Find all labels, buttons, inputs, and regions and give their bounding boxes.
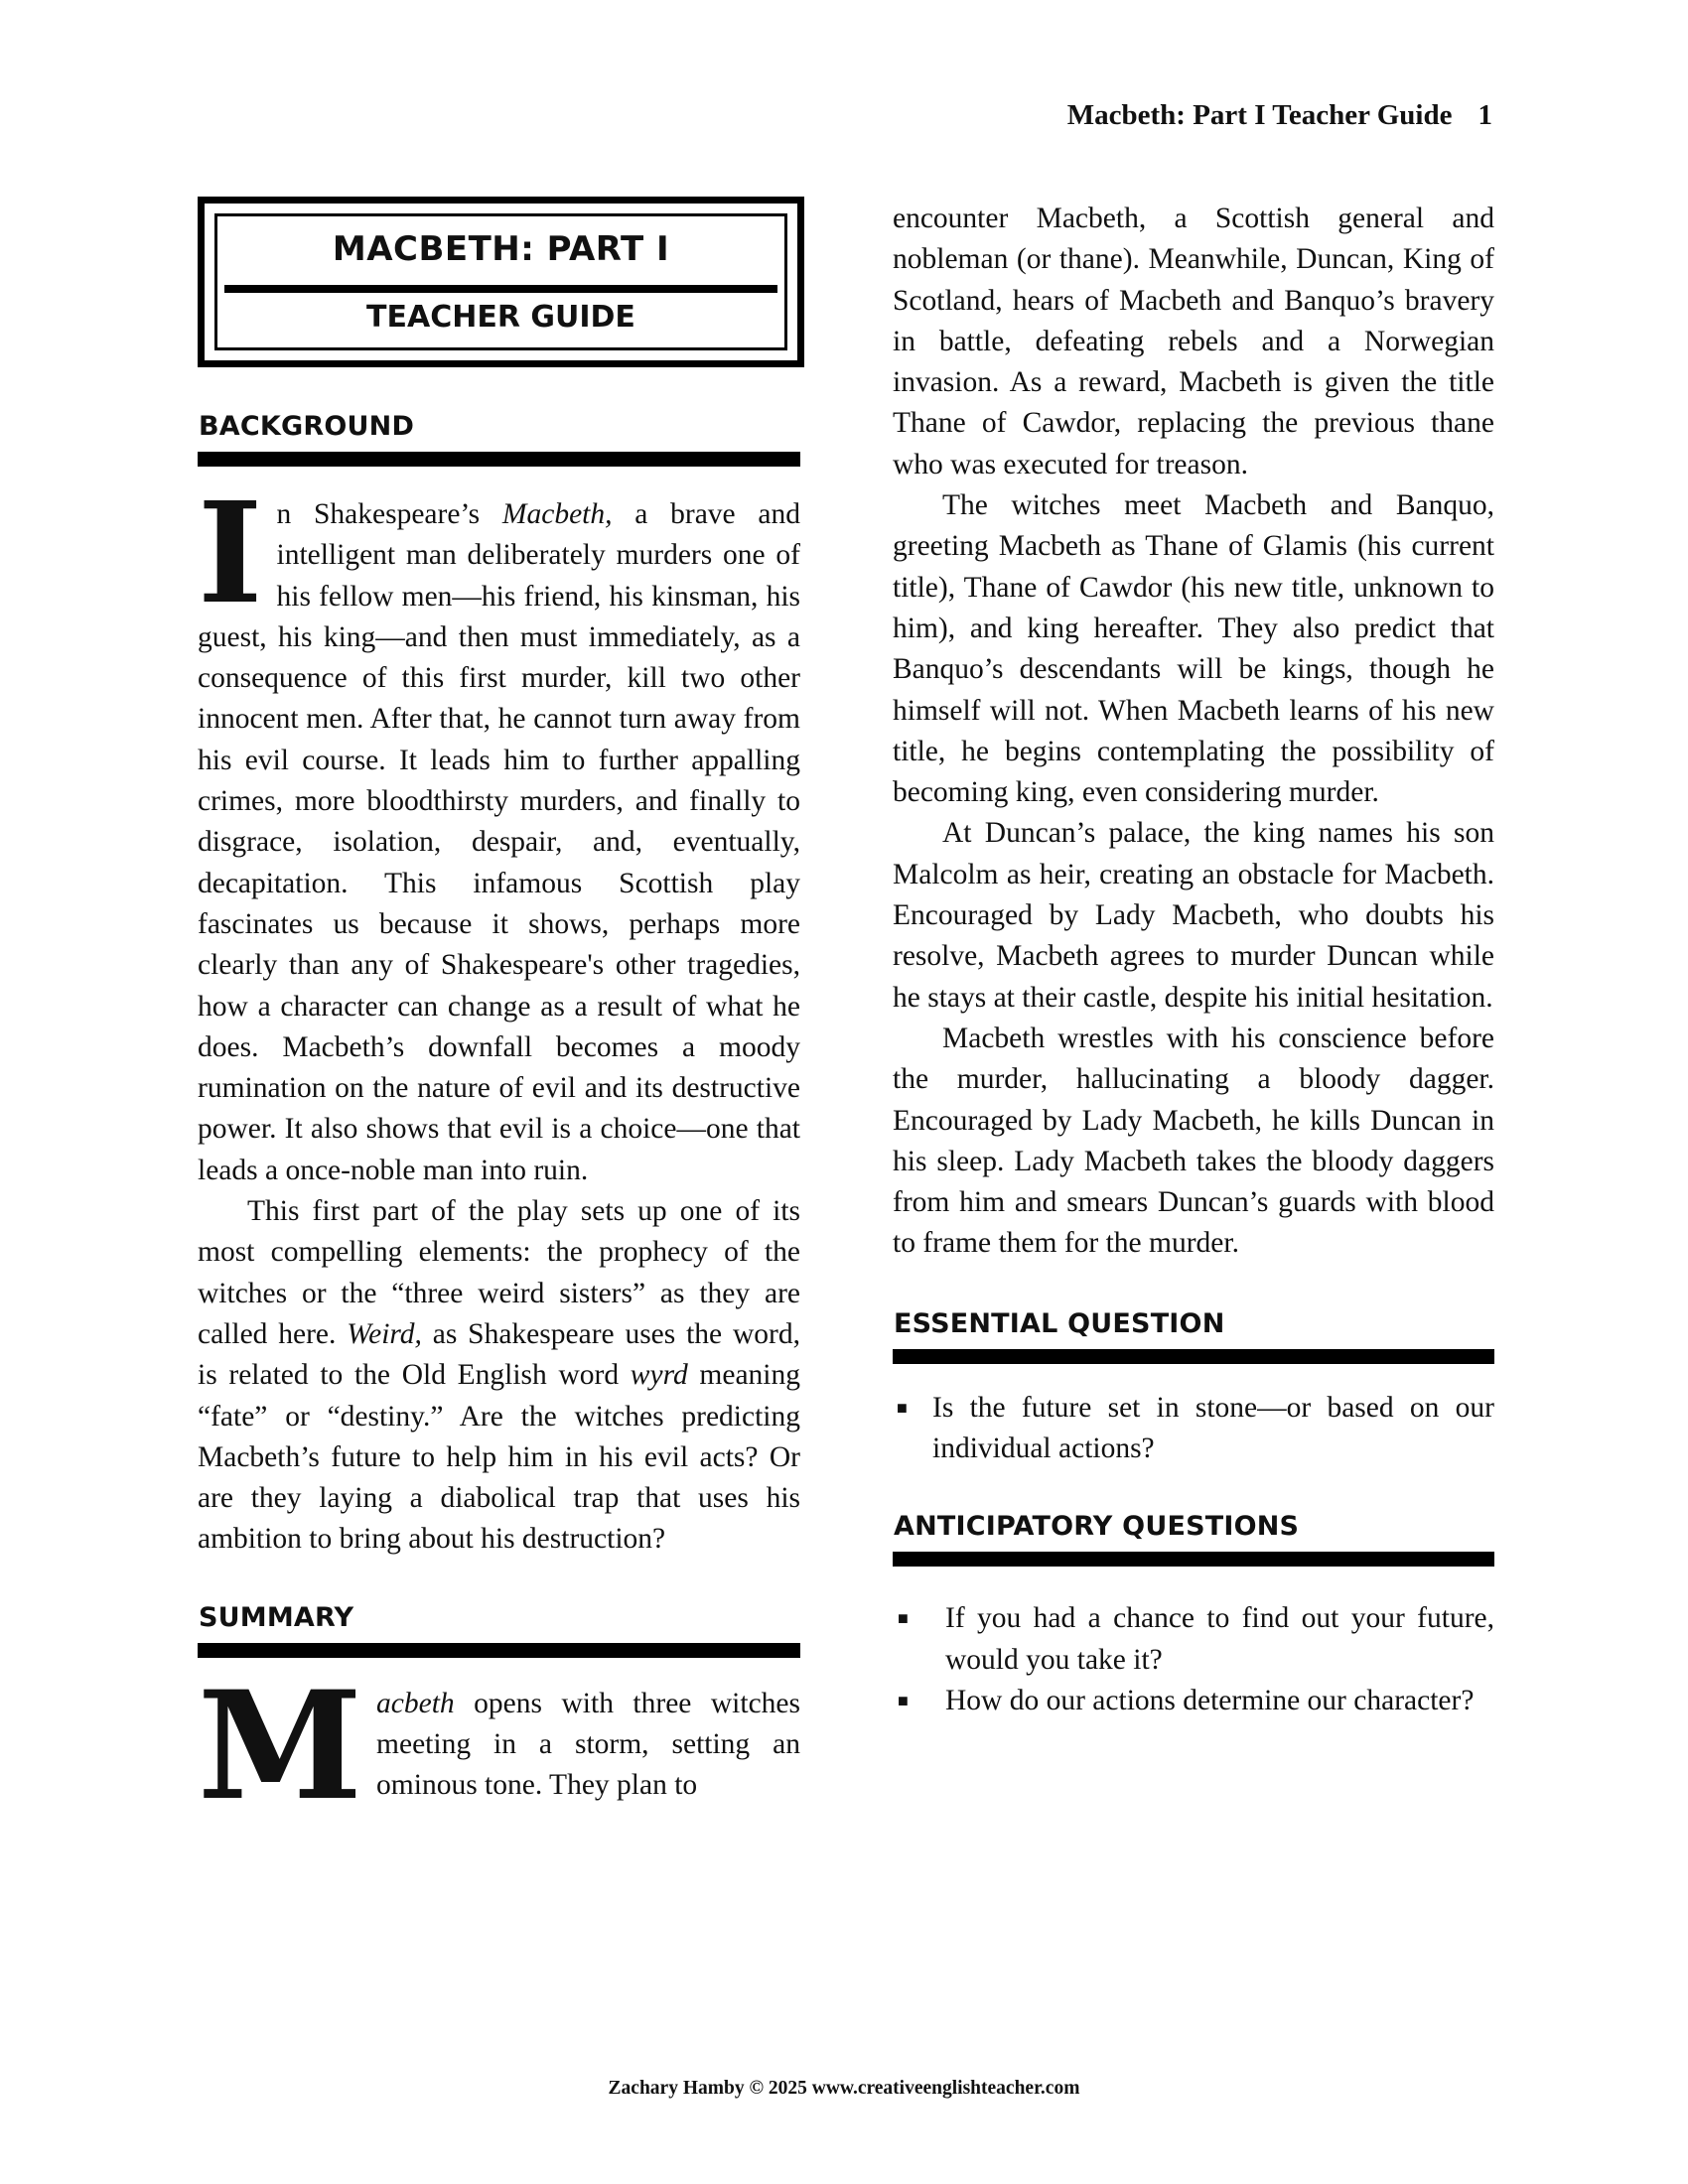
background-dropcap: I [198, 473, 263, 635]
summary-dropcap: M [198, 1658, 363, 1834]
summary-paragraph-1-continued: encounter Macbeth, a Scottish general and nobleman (or thane). Meanwhile, Duncan, King of Scotland, hears of Macbeth and Banquo’s bravery in battle, defeating rebels and a Norwegian invasion. As a reward, Macbeth is given the title Thane of Cawdor, replacing the previous thane who was executed for treason. [893, 203, 1494, 480]
bullet-square-icon: ■ [898, 1690, 909, 1710]
list-item-text: How do our actions determine our character? [945, 1684, 1475, 1716]
list-item [893, 1388, 1494, 1470]
list-item-text: If you had a chance to find out your future, would you take it? [945, 1602, 1494, 1676]
background-rule [198, 452, 800, 467]
background-paragraph-2 [198, 1191, 800, 1561]
text-run: opens with three witches meeting in a storm, setting an ominous tone. They plan to [376, 1687, 800, 1802]
document-subtitle: TEACHER GUIDE [366, 300, 635, 335]
page-number: 1 [1477, 99, 1492, 131]
italic-weird: Weird, [347, 1317, 422, 1350]
anticipatory-questions-list [893, 1598, 1494, 1721]
footer-copyright: Zachary Hamby © 2025 www.creativeenglishteacher.com [608, 2078, 1080, 2099]
essential-question-list [893, 1388, 1494, 1470]
anticipatory-questions-rule [893, 1552, 1494, 1567]
text-run: n Shakespeare’s [276, 498, 502, 530]
text-run: a brave and intelligent man deliberately murders one of his fellow men—his friend, his kinsman, his guest, his king—and then must immediately, as a consequence of this first murder, kill two other innocent men. After that, he cannot turn away from his evil course. It leads him to further appalling crimes, more bloodthirsty murders, and finally to disgrace, isolation, despair, and, eventually, decapitation. This infamous Scottish play fascinates us because it shows, perhaps more clearly than any of Shakespeare's other tragedies, how a character can change as a result of what he does. Macbeth’s downfall becomes a moody rumination on the nature of evil and its destructive power. It also shows that evil is a choice—one that leads a once-noble man into ruin. [198, 498, 801, 1186]
document-title: MACBETH: PART I [332, 229, 670, 269]
essential-question-heading: ESSENTIAL QUESTION [894, 1307, 1225, 1339]
bullet-square-icon: ■ [898, 1608, 909, 1629]
summary-paragraph-4: Macbeth wrestles with his conscience before the murder, hallucinating a bloody dagger. Encouraged by Lady Macbeth, he kills Duncan in his sleep. Lady Macbeth takes the bloody daggers from him and smears Duncan’s guards with blood to frame them for the murder. [893, 1022, 1494, 1260]
running-header-title: Macbeth: Part I Teacher Guide [1066, 99, 1453, 131]
list-item-text: Is the future set in stone—or based on our individual actions? [932, 1391, 1494, 1465]
play-title-italic: Macbeth, [501, 498, 613, 530]
title-divider [224, 285, 777, 293]
italic-wyrd: wyrd [630, 1359, 688, 1392]
running-header [1067, 99, 1492, 132]
text-run: meaning “fate” or “destiny.” Are the witches predicting Macbeth’s future to help him in his evil acts? Or are they laying a diabolical trap that uses his ambition to bring about his destruction? [198, 1359, 800, 1556]
summary-paragraph-2: The witches meet Macbeth and Banquo, greeting Macbeth as Thane of Glamis (his current title), Thane of Cawdor (his new title, unknown to him), and king hereafter. They also predict that Banquo’s descendants will be kings, though he himself will not. When Macbeth learns of his new title, he begins contemplating the possibility of becoming king, even considering murder. [893, 489, 1494, 809]
background-heading: BACKGROUND [199, 411, 415, 442]
play-title-italic: acbeth [376, 1687, 455, 1719]
summary-rule [198, 1643, 800, 1658]
essential-question-rule [893, 1349, 1494, 1364]
anticipatory-questions-heading: ANTICIPATORY QUESTIONS [894, 1511, 1300, 1543]
summary-paragraph-1-start [198, 1658, 800, 1834]
text-run: This first part of the play sets up one of its most compelling elements: the prophecy of the witches or the “three weird sisters” as they are called here. [198, 1195, 800, 1350]
summary-paragraph-3: At Duncan’s palace, the king names his son Malcolm as heir, creating an obstacle for Macbeth. Encouraged by Lady Macbeth, who doubts his resolve, Macbeth agrees to murder Duncan while he stays at their castle, despite his initial hesitation. [893, 817, 1494, 1014]
left-column [198, 197, 801, 1834]
background-paragraph-1 [198, 473, 801, 1191]
text-run: as Shakespeare uses the word, is related to the Old English word [198, 1317, 800, 1392]
list-item [893, 1598, 1494, 1681]
right-column [893, 197, 1494, 1721]
title-box [198, 197, 804, 367]
list-item [893, 1681, 1494, 1721]
bullet-square-icon: ■ [897, 1397, 908, 1418]
summary-heading: SUMMARY [199, 1601, 354, 1633]
